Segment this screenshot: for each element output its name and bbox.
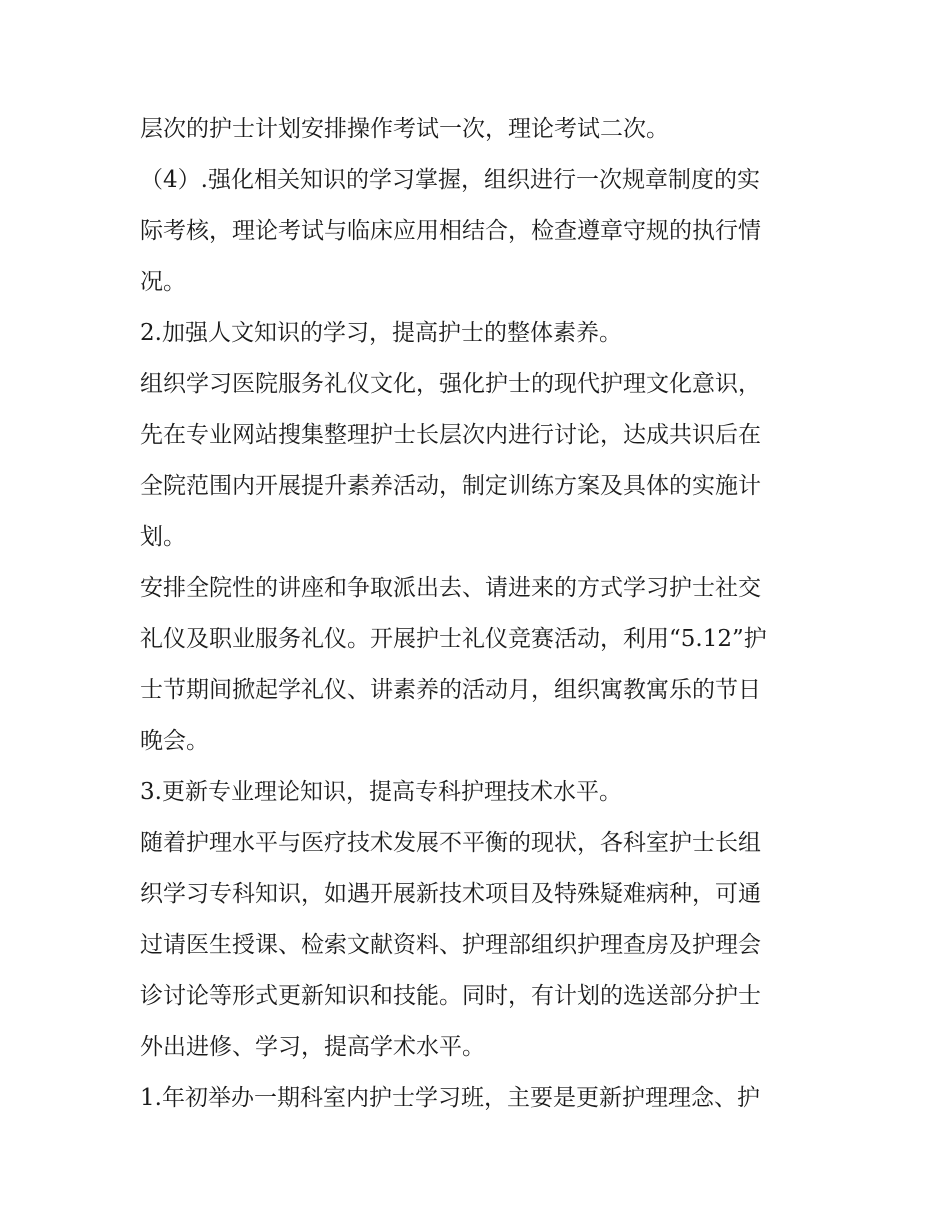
text-line: 全院范围内开展提升素养活动，制定训练方案及具体的实施计 [140, 473, 761, 499]
text-line: 划。 [140, 524, 186, 550]
text-line: （4）.强化相关知识的学习掌握，组织进行一次规章制度的实 [140, 167, 760, 193]
text-line: 织学习专科知识，如遇开展新技术项目及特殊疑难病种，可通 [140, 881, 761, 907]
text-line: 外出进修、学习，提高学术水平。 [140, 1034, 485, 1060]
document-body [140, 104, 820, 1124]
text-line: 礼仪及职业服务礼仪。开展护士礼仪竞赛活动，利用“5.12”护 [140, 626, 767, 652]
text-line: 际考核，理论考试与临床应用相结合，检查遵章守规的执行情 [140, 218, 761, 244]
text-line: 士节期间掀起学礼仪、讲素养的活动月，组织寓教寓乐的节日 [140, 677, 761, 703]
text-line: 组织学习医院服务礼仪文化，强化护士的现代护理文化意识， [140, 371, 761, 397]
text-line: 晚会。 [140, 728, 209, 754]
text-line: 先在专业网站搜集整理护士长层次内进行讨论，达成共识后在 [140, 422, 761, 448]
text-line: 况。 [140, 269, 186, 295]
text-line: 过请医生授课、检索文献资料、护理部组织护理查房及护理会 [140, 932, 761, 958]
text-line: 安排全院性的讲座和争取派出去、请进来的方式学习护士社交 [140, 575, 761, 601]
text-line: 1.年初举办一期科室内护士学习班，主要是更新护理理念、护 [140, 1085, 760, 1111]
text-line: 随着护理水平与医疗技术发展不平衡的现状，各科室护士长组 [140, 830, 761, 856]
text-line: 诊讨论等形式更新知识和技能。同时，有计划的选送部分护士 [140, 983, 761, 1009]
section-heading: 2.加强人文知识的学习，提高护士的整体素养。 [140, 320, 622, 346]
section-heading: 3.更新专业理论知识，提高专科护理技术水平。 [140, 779, 622, 805]
text-line: 层次的护士计划安排操作考试一次，理论考试二次。 [140, 116, 669, 142]
